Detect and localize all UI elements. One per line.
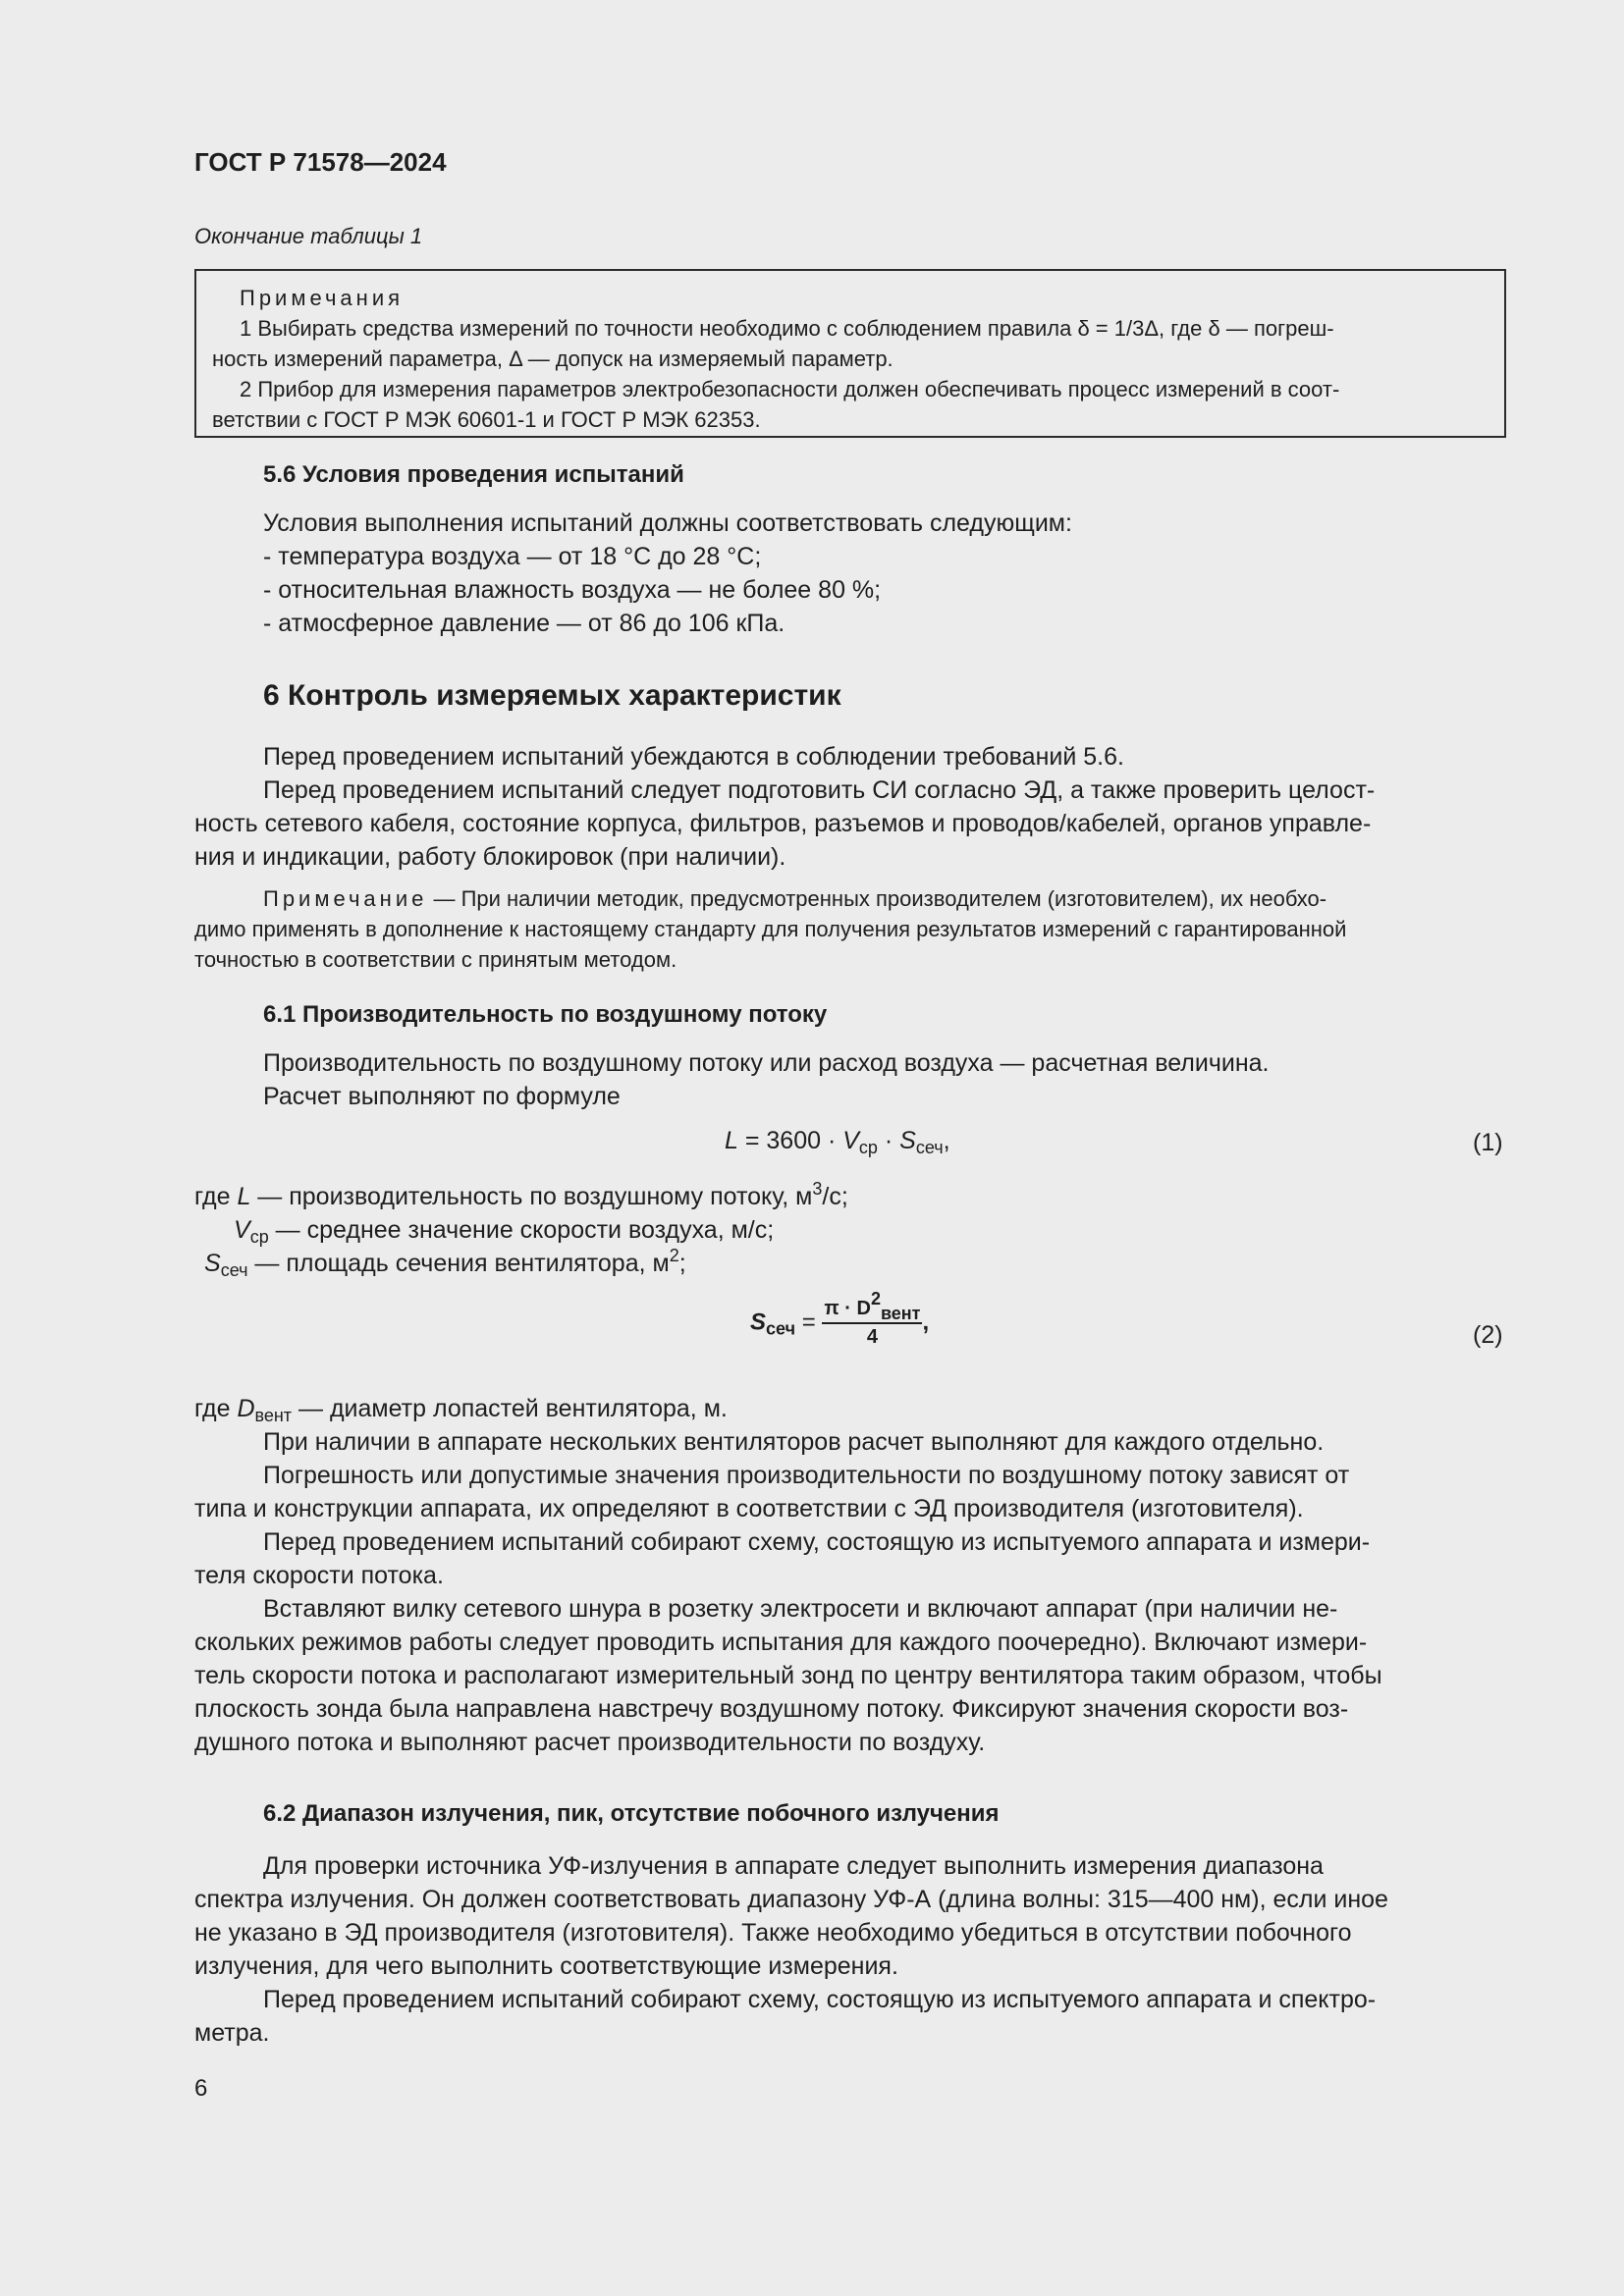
section-6-body [194, 740, 1506, 874]
condition-item: - температура воздуха — от 18 °С до 28 °С; [263, 543, 762, 570]
equation-number-1: (1) [1473, 1129, 1503, 1156]
legend-subscript: ср [249, 1227, 269, 1247]
legend-superscript: 3 [812, 1179, 823, 1199]
section-6-2-heading: 6.2 Диапазон излучения, пик, отсутствие побочного излучения [263, 1800, 1000, 1827]
formula-text: · [877, 1127, 900, 1154]
legend-line [194, 1213, 848, 1247]
formula-superscript: 2 [870, 1289, 881, 1308]
paragraph: При наличии в аппарате нескольких вентиляторов расчет выполняют для каждого отдельно. [263, 1428, 1325, 1456]
section-6-2-body [194, 1849, 1506, 2050]
formula-text: , [922, 1308, 930, 1336]
paragraph-line: плоскость зонда была направлена навстречу воздушному потоку. Фиксируют значения скорости воз- [194, 1695, 1349, 1723]
paragraph-line: тель скорости потока и располагают измерительный зонд по центру вентилятора таким образом, чтобы [194, 1662, 1382, 1689]
paragraph-line: скольких режимов работы следует проводить испытания для каждого поочередно). Включают измери- [194, 1629, 1368, 1656]
formula-1 [725, 1127, 950, 1155]
legend-text: /с; [822, 1183, 848, 1210]
legend-symbol: S [204, 1250, 221, 1277]
paragraph-line: метра. [194, 2019, 270, 2047]
paragraph-line: ность сетевого кабеля, состояние корпуса, фильтров, разъемов и проводов/кабелей, органов управле- [194, 810, 1372, 837]
legend-symbol: D [237, 1395, 255, 1422]
paragraph-line: типа и конструкции аппарата, их определяют в соответствии с ЭД производителя (изготовителя). [194, 1495, 1304, 1522]
formula-2 [750, 1289, 930, 1349]
legend-symbol: L [237, 1183, 251, 1210]
legend-superscript: 2 [669, 1246, 679, 1265]
note-line: точностью в соответствии с принятым методом. [194, 947, 677, 972]
formula-fraction [822, 1289, 922, 1349]
formula-text: = [795, 1308, 823, 1336]
fraction-numerator [822, 1289, 922, 1324]
paragraph-line: Погрешность или допустимые значения производительности по воздушному потоку зависят от [263, 1462, 1350, 1489]
note-2-line-1: 2 Прибор для измерения параметров электробезопасности должен обеспечивать процесс измерений в соот- [240, 377, 1340, 401]
formula-text: = 3600 · [737, 1127, 843, 1154]
formula-subscript: сеч [766, 1318, 796, 1339]
paragraph-line: ния и индикации, работу блокировок (при наличии). [194, 843, 786, 871]
paragraph-line: Перед проведением испытаний собирают схему, состоящую из испытуемого аппарата и спектро- [263, 1986, 1377, 2013]
legend-subscript: вент [254, 1406, 293, 1425]
table-notes-box [194, 269, 1506, 438]
formula-subscript: вент [880, 1304, 921, 1323]
legend-text: — диаметр лопастей вентилятора, м. [292, 1395, 728, 1422]
paragraph-line: Вставляют вилку сетевого шнура в розетку электросети и включают аппарат (при наличии не- [263, 1595, 1338, 1623]
paragraph: Перед проведением испытаний убеждаются в соблюдении требований 5.6. [263, 743, 1124, 771]
document-code-header: ГОСТ Р 71578—2024 [194, 147, 447, 177]
legend-text: — производительность по воздушному потоку, м [250, 1183, 813, 1210]
formula-1-legend [194, 1180, 848, 1280]
section-6-1-heading: 6.1 Производительность по воздушному потоку [263, 1001, 828, 1028]
formula-subscript: сеч [915, 1138, 944, 1157]
notes-title: Примечания [240, 286, 405, 310]
formula-symbol: L [725, 1127, 738, 1154]
paragraph-line: теля скорости потока. [194, 1562, 444, 1589]
section-6-note [194, 883, 1506, 975]
condition-item: - атмосферное давление — от 86 до 106 кПа. [263, 610, 785, 637]
formula-symbol: S [899, 1127, 916, 1154]
legend-text: — среднее значение скорости воздуха, м/с; [268, 1216, 775, 1244]
note-1-line-2: ность измерений параметра, Δ — допуск на измеряемый параметр. [212, 347, 893, 371]
note-line [194, 883, 1506, 914]
section-6-heading: 6 Контроль измеряемых характеристик [263, 679, 841, 712]
section-6-1-intro [194, 1046, 1506, 1113]
formula-symbol: V [842, 1127, 859, 1154]
note-2-line-2: ветствии с ГОСТ Р МЭК 60601-1 и ГОСТ Р МЭК 62353. [212, 407, 761, 432]
paragraph-line: Для проверки источника УФ-излучения в аппарате следует выполнить измерения диапазона [263, 1852, 1324, 1880]
section-5-6-body [194, 507, 1506, 640]
paragraph: Расчет выполняют по формуле [263, 1083, 621, 1110]
note-text: — При наличии методик, предусмотренных производителем (изготовителем), их необхо- [427, 886, 1327, 911]
formula-symbol: S [750, 1308, 767, 1336]
paragraph: Производительность по воздушному потоку или расход воздуха — расчетная величина. [263, 1049, 1270, 1077]
equation-number-2: (2) [1473, 1321, 1503, 1349]
table-end-caption: Окончание таблицы 1 [194, 224, 423, 248]
paragraph-line: не указано в ЭД производителя (изготовителя). Также необходимо убедиться в отсутствии побочного [194, 1919, 1352, 1947]
fraction-denominator: 4 [866, 1326, 878, 1348]
condition-item: - относительная влажность воздуха — не более 80 %; [263, 576, 882, 604]
note-label: Примечание [263, 886, 428, 911]
conditions-intro: Условия выполнения испытаний должны соответствовать следующим: [263, 509, 1072, 537]
formula-text: π · D [824, 1298, 871, 1319]
paragraph-line: Перед проведением испытаний собирают схему, состоящую из испытуемого аппарата и измери- [263, 1528, 1371, 1556]
formula-text: , [943, 1127, 950, 1154]
note-1-line-1: 1 Выбирать средства измерений по точности необходимо с соблюдением правила δ = 1/3Δ, где δ — погреш- [240, 316, 1334, 341]
legend-symbol: V [234, 1216, 250, 1244]
section-6-1-body [194, 1392, 1506, 1759]
paragraph-line: спектра излучения. Он должен соответствовать диапазону УФ-А (длина волны: 315—400 нм), если иное [194, 1886, 1388, 1913]
legend-line [194, 1247, 848, 1280]
formula-subscript: ср [858, 1138, 878, 1157]
legend-line [194, 1392, 1506, 1425]
page-number: 6 [194, 2075, 208, 2102]
section-5-6-heading: 5.6 Условия проведения испытаний [263, 461, 684, 488]
note-line: димо применять в дополнение к настоящему стандарту для получения результатов измерений с гарантированной [194, 917, 1347, 941]
legend-lead: где [194, 1395, 238, 1422]
legend-line [194, 1180, 848, 1213]
paragraph-line: душного потока и выполняют расчет производительности по воздуху. [194, 1729, 986, 1756]
paragraph-line: излучения, для чего выполнить соответствующие измерения. [194, 1952, 898, 1980]
legend-text: ; [678, 1250, 686, 1277]
legend-text: — площадь сечения вентилятора, м [247, 1250, 670, 1277]
paragraph-line: Перед проведением испытаний следует подготовить СИ согласно ЭД, а также проверить целост- [263, 776, 1376, 804]
legend-subscript: сеч [220, 1260, 248, 1280]
legend-lead: где [194, 1183, 238, 1210]
